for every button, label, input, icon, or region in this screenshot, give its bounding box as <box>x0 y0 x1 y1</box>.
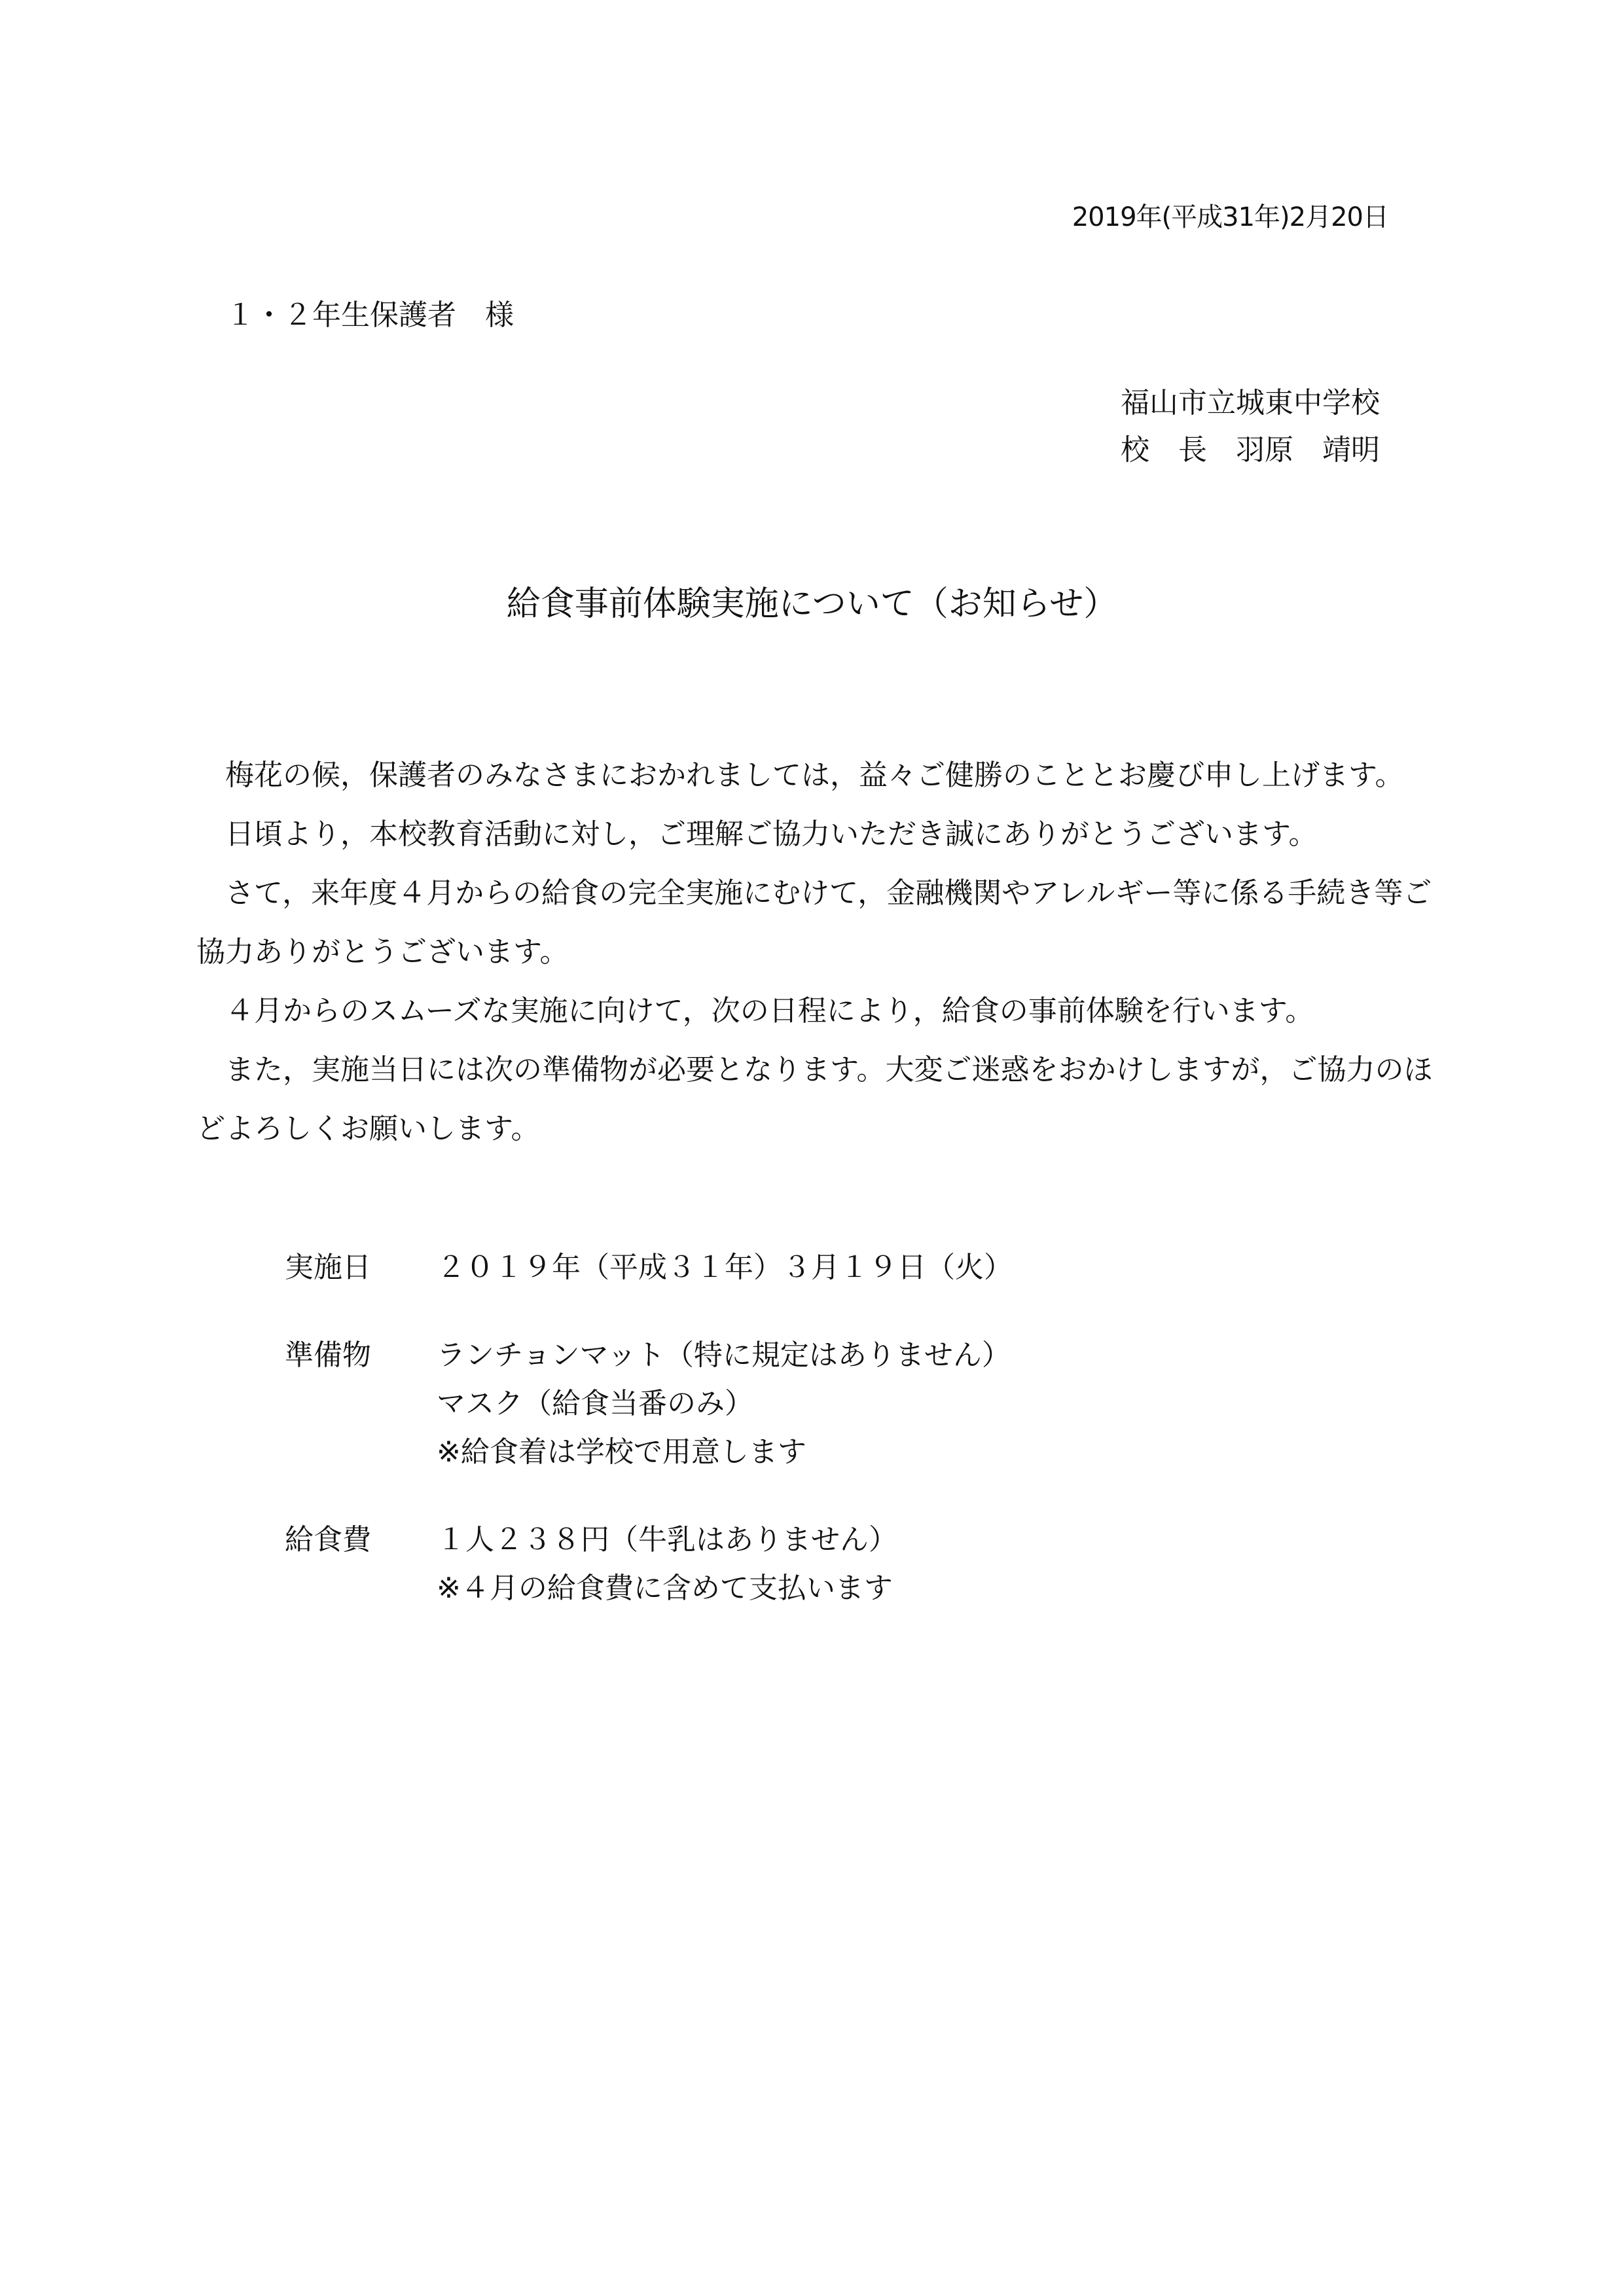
detail-label: 実施日 <box>285 1251 371 1284</box>
detail-value: １人２３８円（牛乳はありません） <box>437 1523 897 1556</box>
detail-values <box>437 1331 1011 1477</box>
detail-values <box>437 1244 1013 1292</box>
detail-value: ※給食着は学校で用意します <box>437 1435 806 1469</box>
paragraph: 日頃より，本校教育活動に対し，ご理解ご協力いただき誠にありがとうございます。 <box>225 817 1318 851</box>
detail-values <box>437 1516 897 1613</box>
detail-value: ２０１９年（平成３１年）３月１９日（火） <box>437 1251 1013 1284</box>
detail-row-date <box>285 1244 1013 1292</box>
sender-block <box>1121 380 1380 474</box>
detail-label: 給食費 <box>285 1523 371 1556</box>
detail-row-fee <box>285 1516 1013 1613</box>
detail-value: ※４月の給食費に含めて支払います <box>437 1571 893 1605</box>
paragraph: ４月からのスムーズな実施に向けて，次の日程により，給食の事前体験を行います。 <box>225 994 1314 1028</box>
paragraph: さて，来年度４月からの給食の完全実施にむけて，金融機関やアレルギー等に係る手続き等ご協力ありがとうございます。 <box>196 876 1432 969</box>
details-section <box>285 1244 1013 1652</box>
document-date: 2019年(平成31年)2月20日 <box>1072 202 1388 232</box>
principal-name: 校 長 羽原 靖明 <box>1121 433 1380 467</box>
detail-row-items <box>285 1331 1013 1477</box>
document-title: 給食事前体験実施について（お知らせ） <box>506 584 1118 624</box>
detail-label: 準備物 <box>285 1338 371 1372</box>
detail-value: ランチョンマット（特に規定はありません） <box>437 1338 1011 1372</box>
paragraph: 梅花の候，保護者のみなさまにおかれましては，益々ご健勝のこととお慶び申し上げます。 <box>225 759 1404 792</box>
school-name: 福山市立城東中学校 <box>1121 386 1380 420</box>
detail-value: マスク（給食当番のみ） <box>437 1387 753 1420</box>
body-text <box>196 746 1440 1158</box>
recipient: １・２年生保護者 様 <box>226 298 514 332</box>
paragraph: また，実施当日には次の準備物が必要となります。大変ご迷惑をおかけしますが，ご協力のほどよろしくお願いします。 <box>196 1053 1433 1145</box>
